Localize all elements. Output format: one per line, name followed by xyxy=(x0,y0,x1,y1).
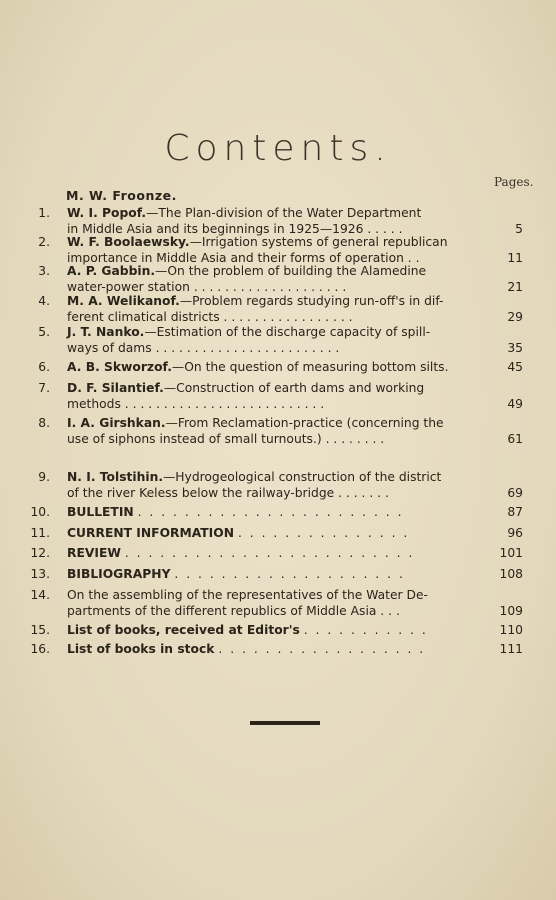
entry-author: J. T. Nanko. xyxy=(67,325,145,339)
entry-page: 96 xyxy=(507,526,523,540)
entry-title: —On the question of measuring bottom silts. xyxy=(171,360,449,374)
page-title: Contents. xyxy=(164,128,392,169)
entry-page: 87 xyxy=(507,505,523,519)
entry-title: BULLETIN xyxy=(67,505,134,519)
entry-number: 8. xyxy=(38,416,50,430)
entry-page: 101 xyxy=(499,546,523,560)
entry-title: BIBLIOGRAPHY xyxy=(67,567,171,581)
entry-author: N. I. Tolstihin. xyxy=(67,470,163,484)
editor-name: M. W. Froonze. xyxy=(66,188,177,203)
entry-author: D. F. Silantief. xyxy=(67,381,164,395)
entry-number: 2. xyxy=(38,235,50,249)
entry-author: I. A. Girshkan. xyxy=(67,416,166,430)
entry-number: 4. xyxy=(38,294,50,308)
entry-page: 35 xyxy=(507,340,523,355)
entry-title: —Estimation of the discharge capacity of spill- xyxy=(144,325,431,339)
entry-page: 11 xyxy=(507,250,523,265)
entry-title: —Irrigation systems of general republican xyxy=(189,235,448,249)
entry-page: 69 xyxy=(507,485,523,500)
entry-author: W. I. Popof. xyxy=(67,206,147,220)
entry-page: 5 xyxy=(515,221,523,236)
entry-title: List of books, received at Editor's xyxy=(67,623,300,637)
entry-title: CURRENT INFORMATION xyxy=(67,526,235,540)
entry-title: On the assembling of the representatives of the Water De- xyxy=(67,588,428,602)
entry-title: List of books in stock xyxy=(67,642,215,656)
entry-title: —The Plan-division of the Water Department xyxy=(146,206,422,220)
entry-title: —On the problem of building the Alamedine xyxy=(155,264,427,278)
entry-page: 110 xyxy=(499,623,523,637)
entry-title: —Hydrogeological construction of the district xyxy=(163,470,442,484)
entry-number: 7. xyxy=(38,381,50,395)
entry-page: 45 xyxy=(507,360,523,374)
entry-title-cont: methods . . . . . . . . . . . . . . . . . . . . . . . . . . xyxy=(67,396,325,411)
entry-title-cont: in Middle Asia and its beginnings in 1925—1926 . . . . . xyxy=(67,221,403,236)
entry-title: —Construction of earth dams and working xyxy=(163,381,425,395)
entry-author: M. A. Welikanof. xyxy=(67,294,180,308)
leader-dots: . . . . . . . . . . . . . . . . . . . . . . . xyxy=(137,505,404,519)
entry-title: —From Reclamation-practice (concerning the xyxy=(165,416,444,430)
entry-page: 108 xyxy=(499,567,523,581)
entry-number: 12. xyxy=(30,546,50,560)
entry-number: 14. xyxy=(30,588,50,602)
leader-dots: . . . . . . . . . . . . . . . . . . xyxy=(218,642,426,656)
entry-title: —Problem regards studying run-off's in dif- xyxy=(179,294,444,308)
entry-number: 13. xyxy=(30,567,50,581)
leader-dots: . . . . . . . . . . . . . . . . . . . . xyxy=(174,567,405,581)
entry-number: 5. xyxy=(38,325,50,339)
entry-page: 29 xyxy=(507,309,523,324)
entry-number: 11. xyxy=(30,526,50,540)
decorative-rule xyxy=(250,721,320,725)
entry-number: 16. xyxy=(30,642,50,656)
entry-number: 9. xyxy=(38,470,50,484)
entry-number: 1. xyxy=(38,206,50,220)
leader-dots: . . . . . . . . . . . . . . . . . . . . . . . . . xyxy=(124,546,415,560)
entry-page: 109 xyxy=(499,603,523,618)
entry-title-cont: use of siphons instead of small turnouts.) . . . . . . . . xyxy=(67,431,385,446)
entry-title-cont: water-power station . . . . . . . . . . . . . . . . . . . . xyxy=(67,279,347,294)
entry-number: 10. xyxy=(30,505,50,519)
pages-column-label: Pages. xyxy=(494,175,534,189)
leader-dots: . . . . . . . . . . . . . . . xyxy=(237,526,410,540)
entry-title-cont: of the river Keless below the railway-bridge . . . . . . . xyxy=(67,485,389,500)
entry-number: 3. xyxy=(38,264,50,278)
entry-author: A. P. Gabbin. xyxy=(67,264,156,278)
entry-number: 15. xyxy=(30,623,50,637)
entry-title-cont: ways of dams . . . . . . . . . . . . . . . . . . . . . . . . xyxy=(67,340,340,355)
entry-title-cont: partments of the different republics of Middle Asia . . . xyxy=(67,603,400,618)
entry-page: 21 xyxy=(507,279,523,294)
entry-title-cont: importance in Middle Asia and their forms of operation . . xyxy=(67,250,420,265)
entry-title: REVIEW xyxy=(67,546,121,560)
entry-author: W. F. Boolaewsky. xyxy=(67,235,190,249)
entry-page: 111 xyxy=(499,642,523,656)
entry-page: 61 xyxy=(507,431,523,446)
entry-title-cont: ferent climatical districts . . . . . . . . . . . . . . . . . xyxy=(67,309,353,324)
entry-author: A. B. Skworzof. xyxy=(67,360,172,374)
entry-number: 6. xyxy=(38,360,50,374)
leader-dots: . . . . . . . . . . . xyxy=(303,623,428,637)
entry-page: 49 xyxy=(507,396,523,411)
